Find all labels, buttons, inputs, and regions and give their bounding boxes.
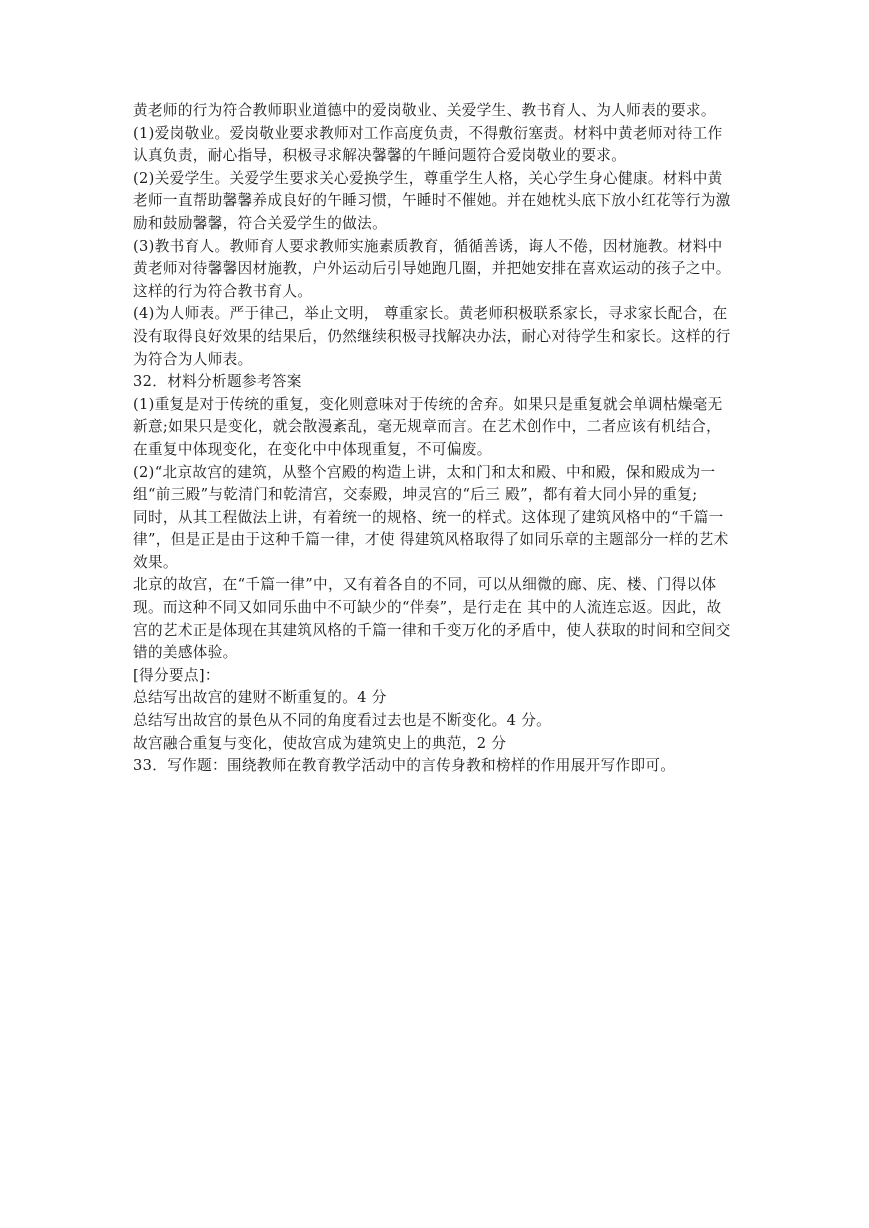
text-line: 新意;如果只是变化，就会散漫紊乱，毫无规章而言。在艺术创作中，二者应该有机结合，	[133, 418, 722, 436]
text-line: (1)重复是对于传统的重复，变化则意味对于传统的舍弃。如果只是重复就会单调枯燥毫无	[133, 395, 723, 413]
text-line: 黄老师对待馨馨因材施教，户外运动后引导她跑几圈，并把她安排在喜欢运动的孩子之中。	[133, 260, 731, 278]
text-line: 宫的艺术正是体现在其建筑风格的千篇一律和千变万化的矛盾中，使人获取的时间和空间交	[133, 621, 731, 639]
text-line: 效果。	[133, 553, 178, 571]
text-line: (2)关爱学生。关爱学生要求关心爱换学生，尊重学生人格，关心学生身心健康。材料中黄	[133, 169, 723, 187]
scoring-point: 总结写出故宫的建财不断重复的。4 分	[133, 689, 387, 707]
section-heading: 32．材料分析题参考答案	[133, 373, 302, 391]
text-line: 励和鼓励馨馨，符合关爱学生的做法。	[133, 214, 388, 232]
document-page	[133, 100, 743, 778]
text-line: 北京的故宫，在“千篇一律”中，又有着各自的不同，可以从细微的廊、庑、楼、门得以体	[133, 576, 717, 594]
text-line: (2)“北京故宫的建筑，从整个宫殿的构造上讲，太和门和太和殿、中和殿，保和殿成为一	[133, 463, 716, 481]
text-line: 老师一直帮助馨馨养成良好的午睡习惯，午睡时不催她。并在她枕头底下放小红花等行为激	[133, 192, 731, 210]
text-line: 错的美感体验。	[133, 644, 238, 662]
text-line: (4)为人师表。严于律己，举止文明， 尊重家长。黄老师积极联系家长，寻求家长配合，在	[133, 305, 728, 323]
text-line: 认真负责，耐心指导，积极寻求解决馨馨的午睡问题符合爱岗敬业的要求。	[133, 147, 627, 165]
text-line: 这样的行为符合教书育人。	[133, 282, 313, 300]
scoring-point: 故宫融合重复与变化，使故宫成为建筑史上的典范，2 分	[133, 734, 507, 752]
text-line: 同时，从其工程做法上讲，有着统一的规格、统一的样式。这体现了建筑风格中的“千篇一	[133, 508, 724, 526]
text-line: 没有取得良好效果的结果后，仍然继续积极寻找解决办法，耐心对待学生和家长。这样的行	[133, 327, 731, 345]
section-heading: 33．写作题：围绕教师在教育教学活动中的言传身教和榜样的作用展开写作即可。	[133, 757, 676, 775]
text-line: 黄老师的行为符合教师职业道德中的爱岗敬业、关爱学生、教书育人、为人师表的要求。	[133, 102, 716, 119]
text-line: 为符合为人师表。	[133, 350, 253, 368]
scoring-point: 总结写出故宫的景色从不同的角度看过去也是不断变化。4 分。	[133, 712, 552, 730]
text-line: 律”，但是正是由于这种千篇一律，才使 得建筑风格取得了如同乐章的主题部分一样的艺术	[133, 531, 729, 549]
text-line: 在重复中体现变化，在变化中中体现重复，不可偏废。	[133, 440, 492, 458]
text-line: (1)爱岗敬业。爱岗敬业要求教师对工作高度负责，不得敷衍塞责。材料中黄老师对待工作	[133, 124, 723, 142]
text-line: 组“前三殿”与乾清门和乾清宫，交泰殿，坤灵宫的“后三 殿”，都有着大同小异的重复;	[133, 486, 698, 504]
scoring-points-heading: [得分要点]：	[133, 666, 220, 684]
text-line: (3)教书育人。教师育人要求教师实施素质教育，循循善诱，诲人不倦，因材施教。材料中	[133, 237, 723, 255]
text-line: 现。而这种不同又如同乐曲中不可缺少的“伴奏”，是行走在 其中的人流连忘返。因此，故	[133, 599, 722, 617]
